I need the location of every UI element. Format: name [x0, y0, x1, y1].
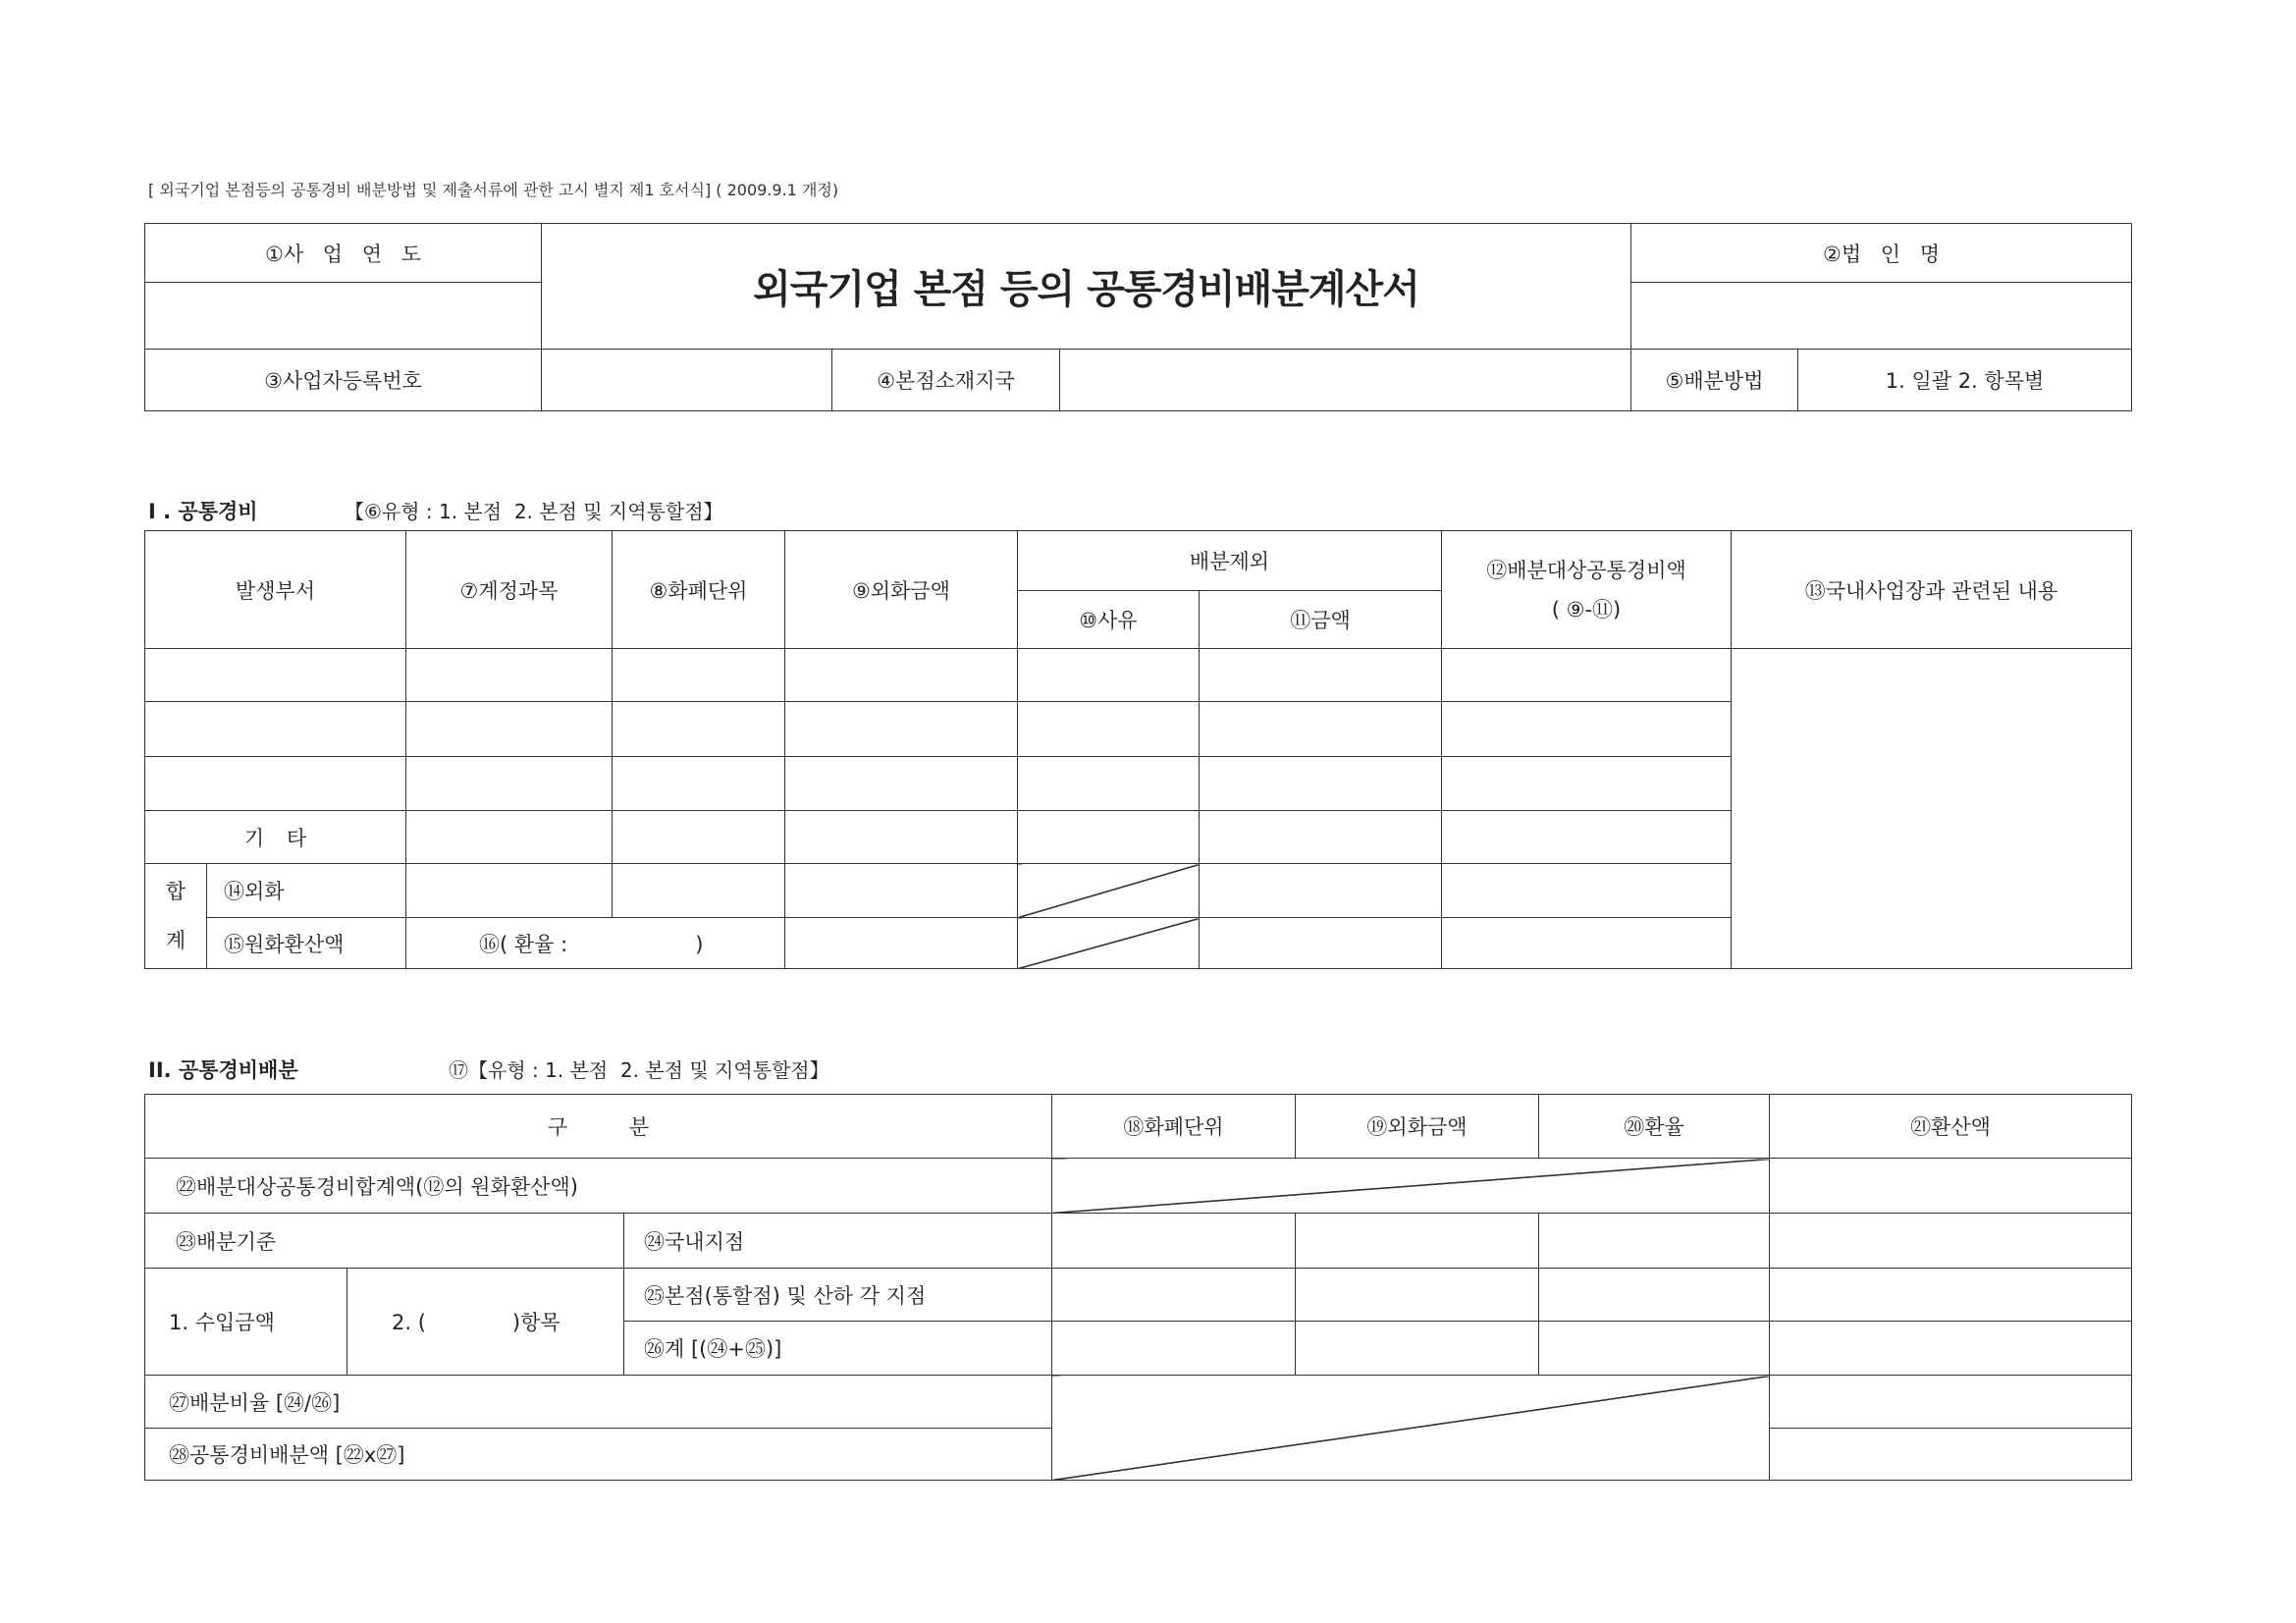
col-reason-header: ⑩사유 [1018, 591, 1200, 649]
common-expenses-table [144, 530, 2132, 969]
s1-r1-amount-field[interactable] [1200, 649, 1442, 702]
other-account-field[interactable] [406, 811, 613, 864]
common-expense-allocation-table [144, 1094, 2132, 1481]
col-currency-header: ⑧화폐단위 [613, 531, 785, 649]
domestic-related-content-field[interactable] [1732, 649, 2132, 969]
s1-r1-target-amount-field[interactable] [1442, 649, 1732, 702]
total-krw-converted-label: ⑮원화환산액 [207, 918, 406, 969]
s1-r3-account-field[interactable] [406, 757, 613, 811]
s1-r1-foreign-amount-field[interactable] [785, 649, 1018, 702]
s1-r3-reason-field[interactable] [1018, 757, 1200, 811]
hq-country-field[interactable] [1060, 350, 1631, 411]
total-krw-reason-diagonal [1018, 918, 1200, 969]
form-header-table [144, 223, 2132, 411]
domestic-branch-label: ㉔국내지점 [624, 1214, 1052, 1269]
allocated-amount-field[interactable] [1770, 1429, 2132, 1481]
section1-heading: I . 공통경비 [148, 500, 258, 523]
other-target-amount-field[interactable] [1442, 811, 1732, 864]
corporation-name-field[interactable] [1631, 283, 2132, 350]
sum-foreign-amount-field[interactable] [1296, 1322, 1539, 1376]
section1-type-note: 【⑥유형 : 1. 본점 2. 본점 및 지역통할점】 [345, 500, 723, 523]
exchange-rate-label: ⑯( 환율 : [479, 932, 568, 956]
sum-converted-field[interactable] [1770, 1322, 2132, 1376]
sum-currency-field[interactable] [1052, 1322, 1296, 1376]
total-krw-excluded-amount-field[interactable] [1200, 918, 1442, 969]
other-reason-field[interactable] [1018, 811, 1200, 864]
col-currency-header: ⑱화폐단위 [1052, 1095, 1296, 1159]
target-amount-label: ⑫배분대상공통경비액 [1486, 558, 1686, 582]
exchange-rate-close: ) [695, 932, 704, 956]
s1-r1-reason-field[interactable] [1018, 649, 1200, 702]
allocation-ratio-label: ㉗배분비율 [㉔/㉖] [145, 1376, 1052, 1429]
form-title: 외국기업 본점 등의 공통경비배분계산서 [542, 224, 1631, 350]
total-krw-target-amount-field[interactable] [1442, 918, 1732, 969]
hq-converted-field[interactable] [1770, 1269, 2132, 1322]
allocation-method-options[interactable]: 1. 일괄 2. 항목별 [1798, 350, 2132, 411]
hq-branches-label: ㉕본점(통할점) 및 산하 각 지점 [624, 1269, 1052, 1322]
other-row-label: 기 타 [145, 811, 406, 864]
total-label [145, 864, 207, 969]
domestic-currency-field[interactable] [1052, 1214, 1296, 1269]
basis-option-item-open: 2. ( [392, 1311, 426, 1334]
s1-r1-currency-field[interactable] [613, 649, 785, 702]
total-foreign-currency-label: ⑭외화 [207, 864, 406, 918]
total-foreign-reason-diagonal [1018, 864, 1200, 918]
domestic-converted-field[interactable] [1770, 1214, 2132, 1269]
col-exchange-rate-header: ⑳환율 [1539, 1095, 1770, 1159]
domestic-exchange-rate-field[interactable] [1539, 1214, 1770, 1269]
total-label-top: 합 [165, 880, 187, 903]
allocated-amount-label: ㉘공통경비배분액 [㉒x㉗] [145, 1429, 1052, 1481]
col-foreign-amount-header: ⑨외화금액 [785, 531, 1018, 649]
s1-r3-target-amount-field[interactable] [1442, 757, 1732, 811]
ratio-allocated-diagonal [1052, 1376, 1770, 1481]
col-domestic-header: ⑬국내사업장과 관련된 내용 [1732, 531, 2132, 649]
col-amount-header: ⑪금액 [1200, 591, 1442, 649]
basis-option-item[interactable] [347, 1269, 624, 1376]
total-foreign-target-amount-field[interactable] [1442, 864, 1732, 918]
sum-label: ㉖계 [(㉔+㉕)] [624, 1322, 1052, 1376]
business-reg-no-label: ③사업자등록번호 [145, 350, 542, 411]
col-foreign-amount-header: ⑲외화금액 [1296, 1095, 1539, 1159]
total-krw-foreign-amount-field[interactable] [785, 918, 1018, 969]
total-foreign-currency-field[interactable] [613, 864, 785, 918]
total-foreign-account-field[interactable] [406, 864, 613, 918]
total-target-diagonal [1052, 1159, 1770, 1214]
other-amount-field[interactable] [1200, 811, 1442, 864]
section2-heading: II. 공통경비배분 [148, 1058, 298, 1082]
total-label-bottom: 계 [165, 929, 187, 952]
corporation-name-label: ②법 인 명 [1631, 224, 2132, 283]
allocation-ratio-field[interactable] [1770, 1376, 2132, 1429]
col-category-header: 구 분 [145, 1095, 1052, 1159]
s1-r1-account-field[interactable] [406, 649, 613, 702]
domestic-foreign-amount-field[interactable] [1296, 1214, 1539, 1269]
other-currency-field[interactable] [613, 811, 785, 864]
col-excluded-header: 배분제외 [1018, 531, 1442, 591]
business-year-field[interactable] [145, 283, 542, 350]
s1-r3-currency-field[interactable] [613, 757, 785, 811]
s1-r3-amount-field[interactable] [1200, 757, 1442, 811]
total-foreign-excluded-amount-field[interactable] [1200, 864, 1442, 918]
allocation-method-label: ⑤배분방법 [1631, 350, 1798, 411]
basis-option-revenue[interactable]: 1. 수입금액 [145, 1269, 347, 1376]
s1-r2-account-field[interactable] [406, 702, 613, 757]
col-converted-header: ㉑환산액 [1770, 1095, 2132, 1159]
hq-exchange-rate-field[interactable] [1539, 1269, 1770, 1322]
total-target-label: ㉒배분대상공통경비합계액(⑫의 원화환산액) [145, 1159, 1052, 1214]
form-reference-note: [ 외국기업 본점등의 공통경비 배분방법 및 제출서류에 관한 고시 별지 제1 호서식] ( 2009.9.1 개정) [148, 181, 839, 199]
s1-r3-foreign-amount-field[interactable] [785, 757, 1018, 811]
s1-r1-department-field[interactable] [145, 649, 406, 702]
basis-option-item-close: )항목 [511, 1311, 561, 1334]
s1-r2-foreign-amount-field[interactable] [785, 702, 1018, 757]
section2-type-note: ⑰【유형 : 1. 본점 2. 본점 및 지역통할점】 [449, 1058, 829, 1082]
col-department-header: 발생부서 [145, 531, 406, 649]
s1-r2-amount-field[interactable] [1200, 702, 1442, 757]
other-foreign-amount-field[interactable] [785, 811, 1018, 864]
business-year-label: ①사 업 연 도 [145, 224, 542, 283]
allocation-basis-label: ㉓배분기준 [145, 1214, 624, 1269]
s1-r2-reason-field[interactable] [1018, 702, 1200, 757]
target-amount-formula: ( ⑨-⑪) [1551, 597, 1622, 622]
total-foreign-amount-field[interactable] [785, 864, 1018, 918]
hq-foreign-amount-field[interactable] [1296, 1269, 1539, 1322]
total-target-converted-field[interactable] [1770, 1159, 2132, 1214]
col-target-amount-header [1442, 531, 1732, 649]
col-account-header: ⑦계정과목 [406, 531, 613, 649]
business-reg-no-field[interactable] [542, 350, 832, 411]
hq-country-label: ④본점소재지국 [832, 350, 1060, 411]
s1-r2-department-field[interactable] [145, 702, 406, 757]
exchange-rate-field[interactable] [406, 918, 785, 969]
s1-r2-currency-field[interactable] [613, 702, 785, 757]
hq-currency-field[interactable] [1052, 1269, 1296, 1322]
s1-r3-department-field[interactable] [145, 757, 406, 811]
sum-exchange-rate-field[interactable] [1539, 1322, 1770, 1376]
s1-r2-target-amount-field[interactable] [1442, 702, 1732, 757]
